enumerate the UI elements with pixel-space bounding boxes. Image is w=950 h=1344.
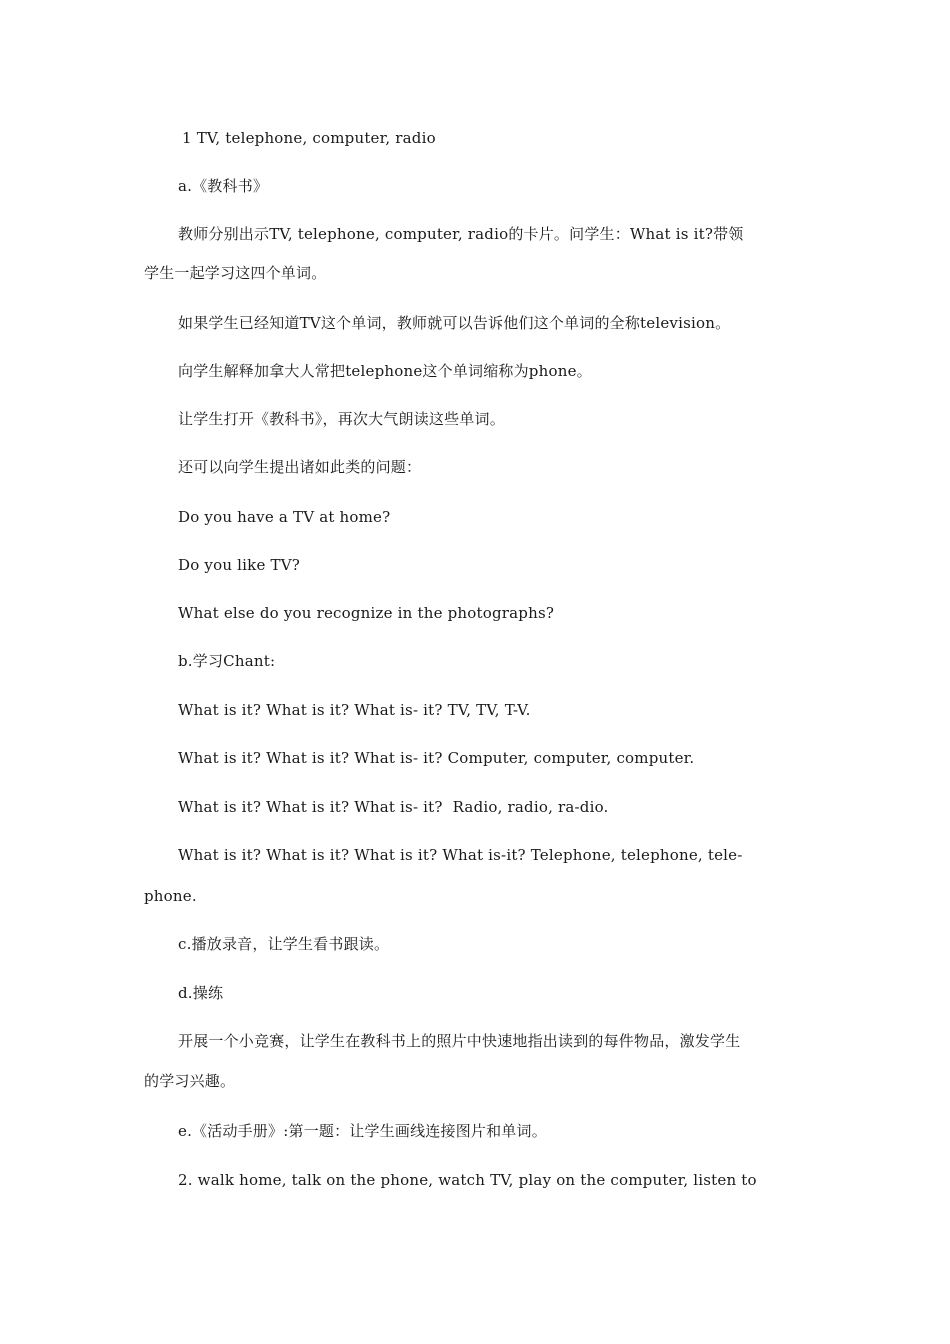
paragraph-line: 还可以向学生提出诸如此类的问题： xyxy=(178,458,422,476)
paragraph-line: 学生一起学习这四个单词。 xyxy=(144,264,327,282)
paragraph-line: 如果学生已经知道TV这个单词，教师就可以告诉他们这个单词的全称television。 xyxy=(178,314,731,332)
paragraph-line: 向学生解释加拿大人常把telephone这个单词缩称为phone。 xyxy=(178,362,592,380)
subsection-e-heading: e.《活动手册》:第一题：让学生画线连接图片和单词。 xyxy=(178,1122,547,1140)
chant-line-continued: phone. xyxy=(144,887,197,905)
paragraph-line: 让学生打开《教科书》，再次大气朗读这些单词。 xyxy=(178,410,505,428)
chant-line: What is it? What is it? What is it? What is-it? Telephone, telephone, tele- xyxy=(178,846,743,864)
paragraph-line: 教师分别出示TV, telephone, computer, radio的卡片。问学生：What is it?带领 xyxy=(178,225,744,243)
section-heading-1: 1 TV, telephone, computer, radio xyxy=(182,129,436,147)
subsection-d-heading: d.操练 xyxy=(178,984,224,1002)
subsection-c-heading: c.播放录音，让学生看书跟读。 xyxy=(178,935,390,953)
question-line: Do you have a TV at home? xyxy=(178,508,391,526)
subsection-a-heading: a.《教科书》 xyxy=(178,177,269,195)
paragraph-line: 开展一个小竞赛，让学生在教科书上的照片中快速地指出读到的每件物品，激发学生 xyxy=(178,1032,741,1050)
chant-line: What is it? What is it? What is- it? Radio, radio, ra-dio. xyxy=(178,798,609,816)
section-heading-2: 2. walk home, talk on the phone, watch TV, play on the computer, listen to xyxy=(178,1171,757,1189)
question-line: What else do you recognize in the photographs? xyxy=(178,604,555,622)
subsection-b-heading: b.学习Chant: xyxy=(178,652,276,670)
question-line: Do you like TV? xyxy=(178,556,300,574)
paragraph-line: 的学习兴趣。 xyxy=(144,1072,236,1090)
chant-line: What is it? What is it? What is- it? Computer, computer, computer. xyxy=(178,749,695,767)
chant-line: What is it? What is it? What is- it? TV, TV, T-V. xyxy=(178,701,531,719)
